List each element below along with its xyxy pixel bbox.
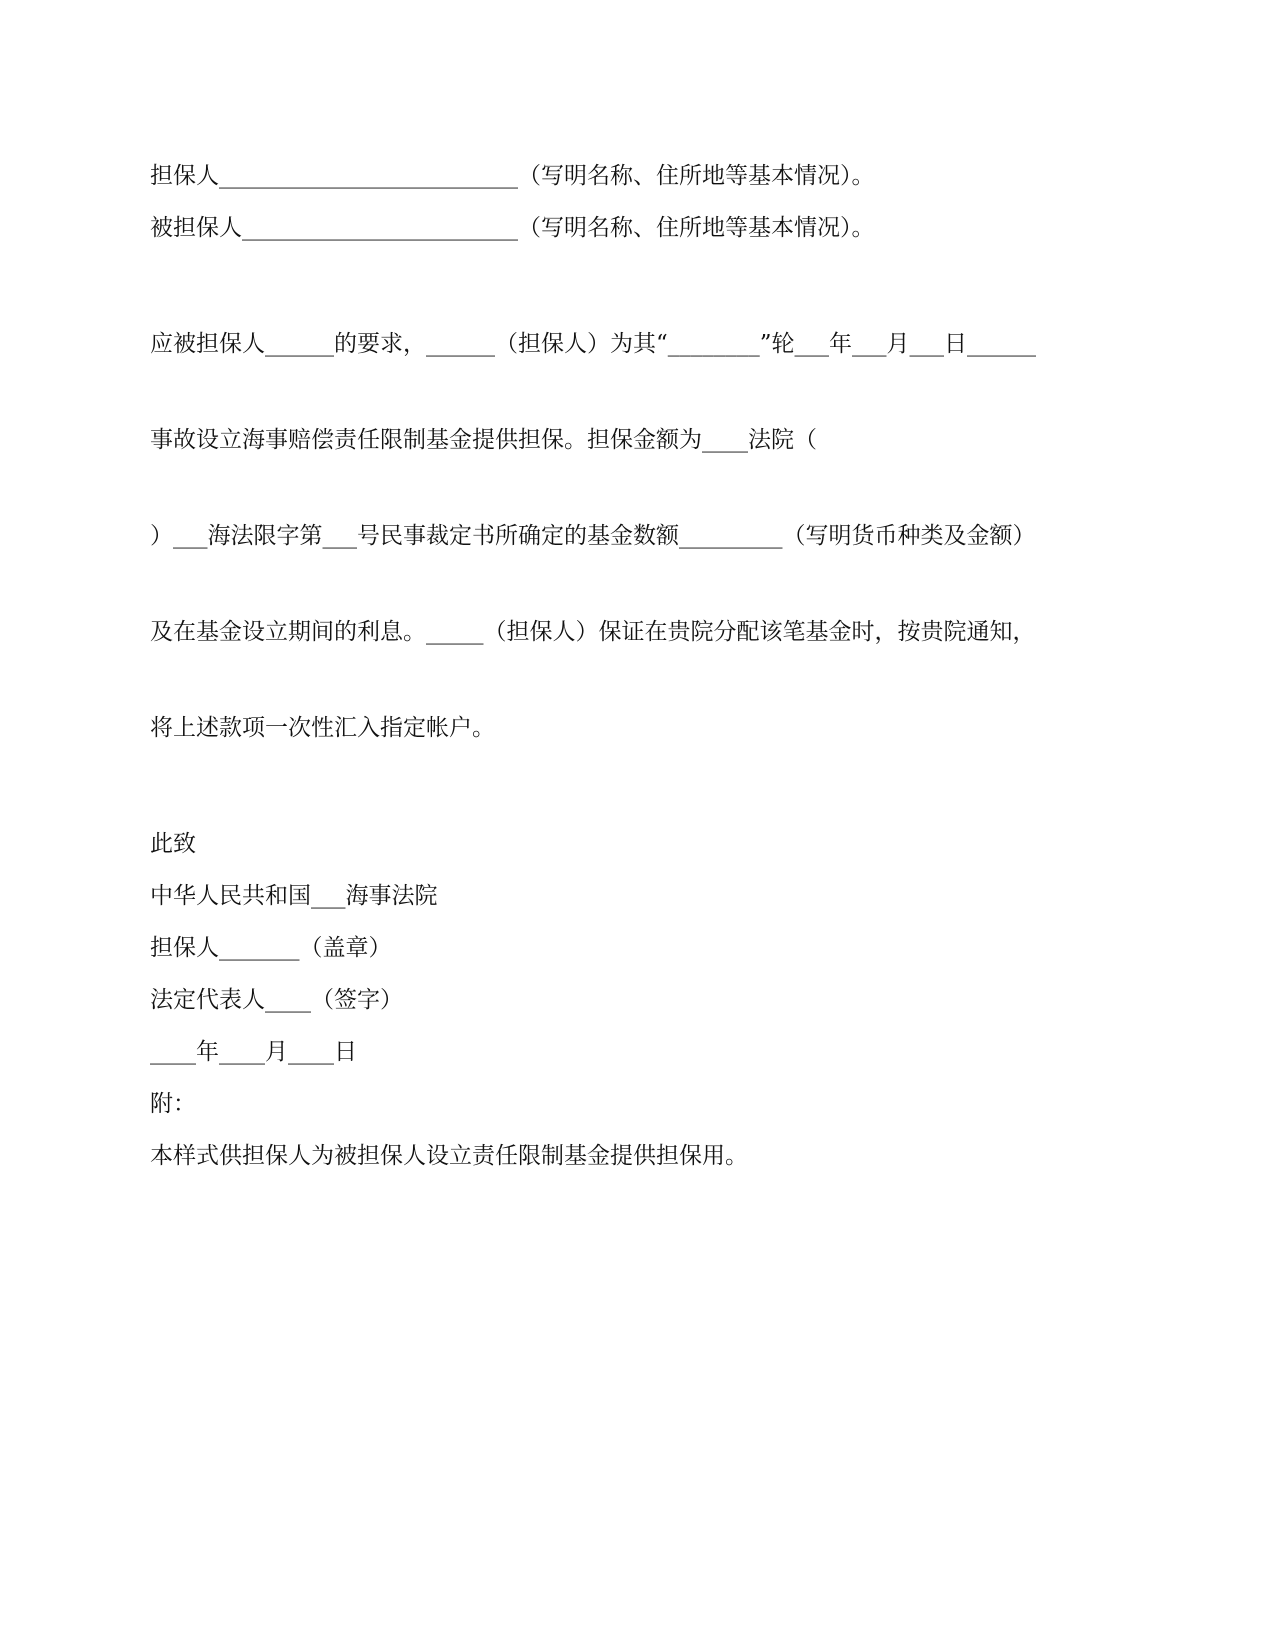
guarantor-info-line: 担保人__________________________（写明名称、住所地等基本情况）。 [150,163,875,189]
appendix-note: 本样式供担保人为被担保人设立责任限制基金提供担保用。 [150,1143,748,1169]
body-line: ）___海法限字第___号民事裁定书所确定的基金数额_________（写明货币种类及金额） [150,523,1036,549]
salutation: 此致 [150,831,196,857]
guaranteed-party-info-line: 被担保人________________________（写明名称、住所地等基本情况）。 [150,215,875,241]
date-line: ____年____月____日 [150,1039,357,1065]
body-line: 及在基金设立期间的利息。_____（担保人）保证在贵院分配该笔基金时，按贵院通知， [150,619,1036,645]
body-line: 将上述款项一次性汇入指定帐户。 [150,715,495,741]
guarantee-body-paragraph [150,264,1110,808]
signature-guarantor-seal: 担保人_______（盖章） [150,935,392,961]
signature-legal-representative: 法定代表人____（签字） [150,987,403,1013]
document-page [150,160,1110,1192]
appendix-label: 附： [150,1091,196,1117]
addressee-court: 中华人民共和国___海事法院 [150,883,438,909]
body-line: 事故设立海事赔偿责任限制基金提供担保。担保金额为____法院（ [150,427,817,453]
body-line: 应被担保人______的要求，______（担保人）为其“________”轮___年___月___日______ [150,331,1037,357]
